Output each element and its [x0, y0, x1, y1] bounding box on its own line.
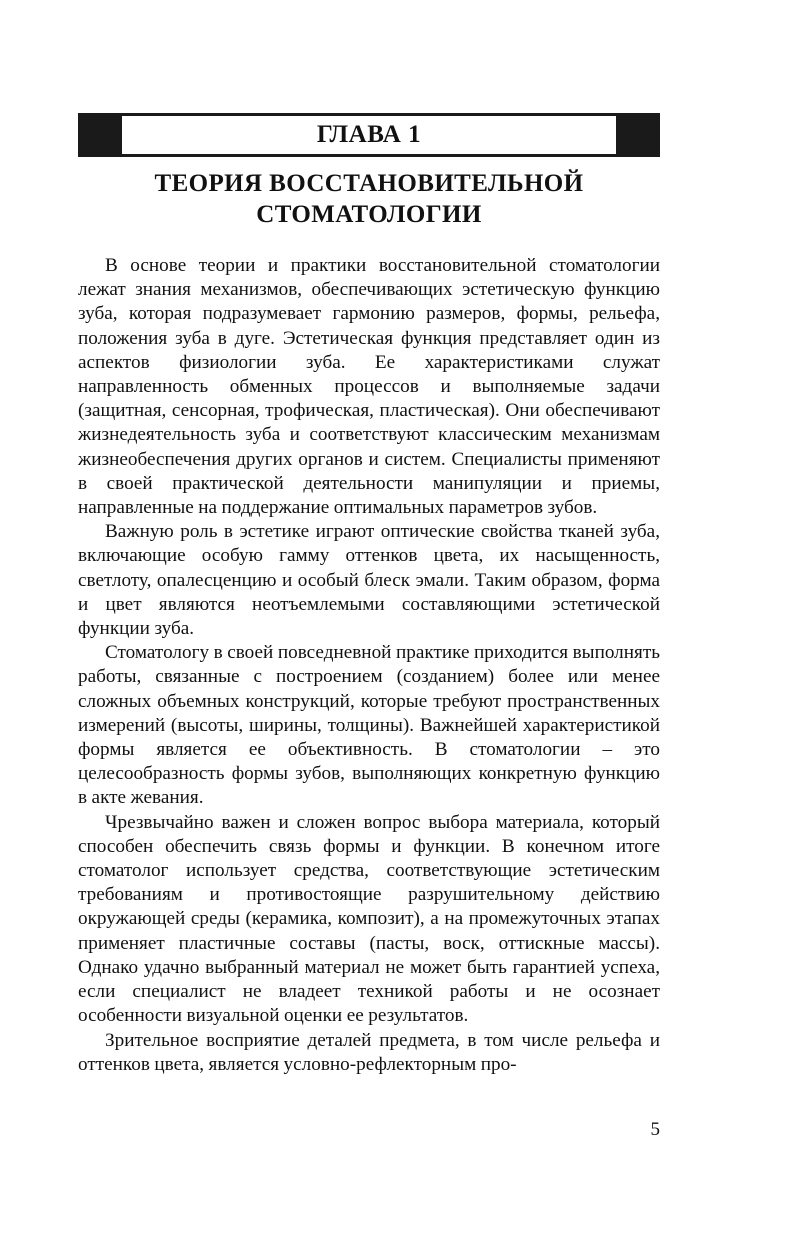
chapter-title-line-2: СТОМАТОЛОГИИ	[256, 201, 482, 228]
paragraph-2: Важную роль в эстетике играют оптические свойства тканей зуба, включающие особую гамму оттенков цвета, их насыщенность, светлоту, опалесценцию и особый блеск эмали. Таким образом, форма и цвет являются неотъемлемыми составляющими эстетической функции зуба.	[78, 521, 660, 640]
chapter-title	[78, 168, 660, 230]
paragraph-5: Зрительное восприятие деталей предмета, в том числе рельефа и оттенков цвета, является условно-рефлекторным про-	[78, 1029, 660, 1075]
chapter-banner	[78, 113, 660, 157]
page-number: 5	[650, 1119, 660, 1140]
chapter-label: ГЛАВА 1	[316, 121, 422, 148]
paragraph-3: Стоматологу в своей повседневной практике приходится выполнять работы, связанные с построением (созданием) более или менее сложных объемных конструкций, которые требуют пространственных измерений (высоты, ширины, толщины). Важнейшей характеристикой формы является ее объективность. В стоматологии – это целесообразность формы зубов, выполняющих конкретную функцию в акте жевания.	[78, 642, 660, 809]
body-text	[78, 254, 660, 1077]
paragraph-1: В основе теории и практики восстановительной стоматологии лежат знания механизмов, обеспечивающих эстетическую функцию зуба, которая подразумевает гармонию размеров, формы, рельефа, положения зуба в дуге. Эстетическая функция представляет один из аспектов физиологии зуба. Ее характеристиками служат направленность обменных процессов и выполняемые задачи (защитная, сенсорная, трофическая, пластическая). Они обеспечивают жизнедеятельность зуба и соответствуют классическим механизмам жизнеобеспечения других органов и систем. Специалисты применяют в своей практической деятельности манипуляции и приемы, направленные на поддержание оптимальных параметров зубов.	[78, 255, 660, 519]
paragraph-4: Чрезвычайно важен и сложен вопрос выбора материала, который способен обеспечить связь формы и функции. В конечном итоге стоматолог использует средства, соответствующие эстетическим требованиям и противостоящие разрушительному действию окружающей среды (керамика, композит), а на промежуточных этапах применяет пластичные составы (пасты, воск, оттискные массы). Однако удачно выбранный материал не может быть гарантией успеха, если специалист не владеет техникой работы и не осознает особенности визуальной оценки ее результатов.	[78, 811, 660, 1027]
chapter-title-line-1: ТЕОРИЯ ВОССТАНОВИТЕЛЬНОЙ	[154, 170, 584, 197]
chapter-banner-label-box	[122, 116, 616, 154]
